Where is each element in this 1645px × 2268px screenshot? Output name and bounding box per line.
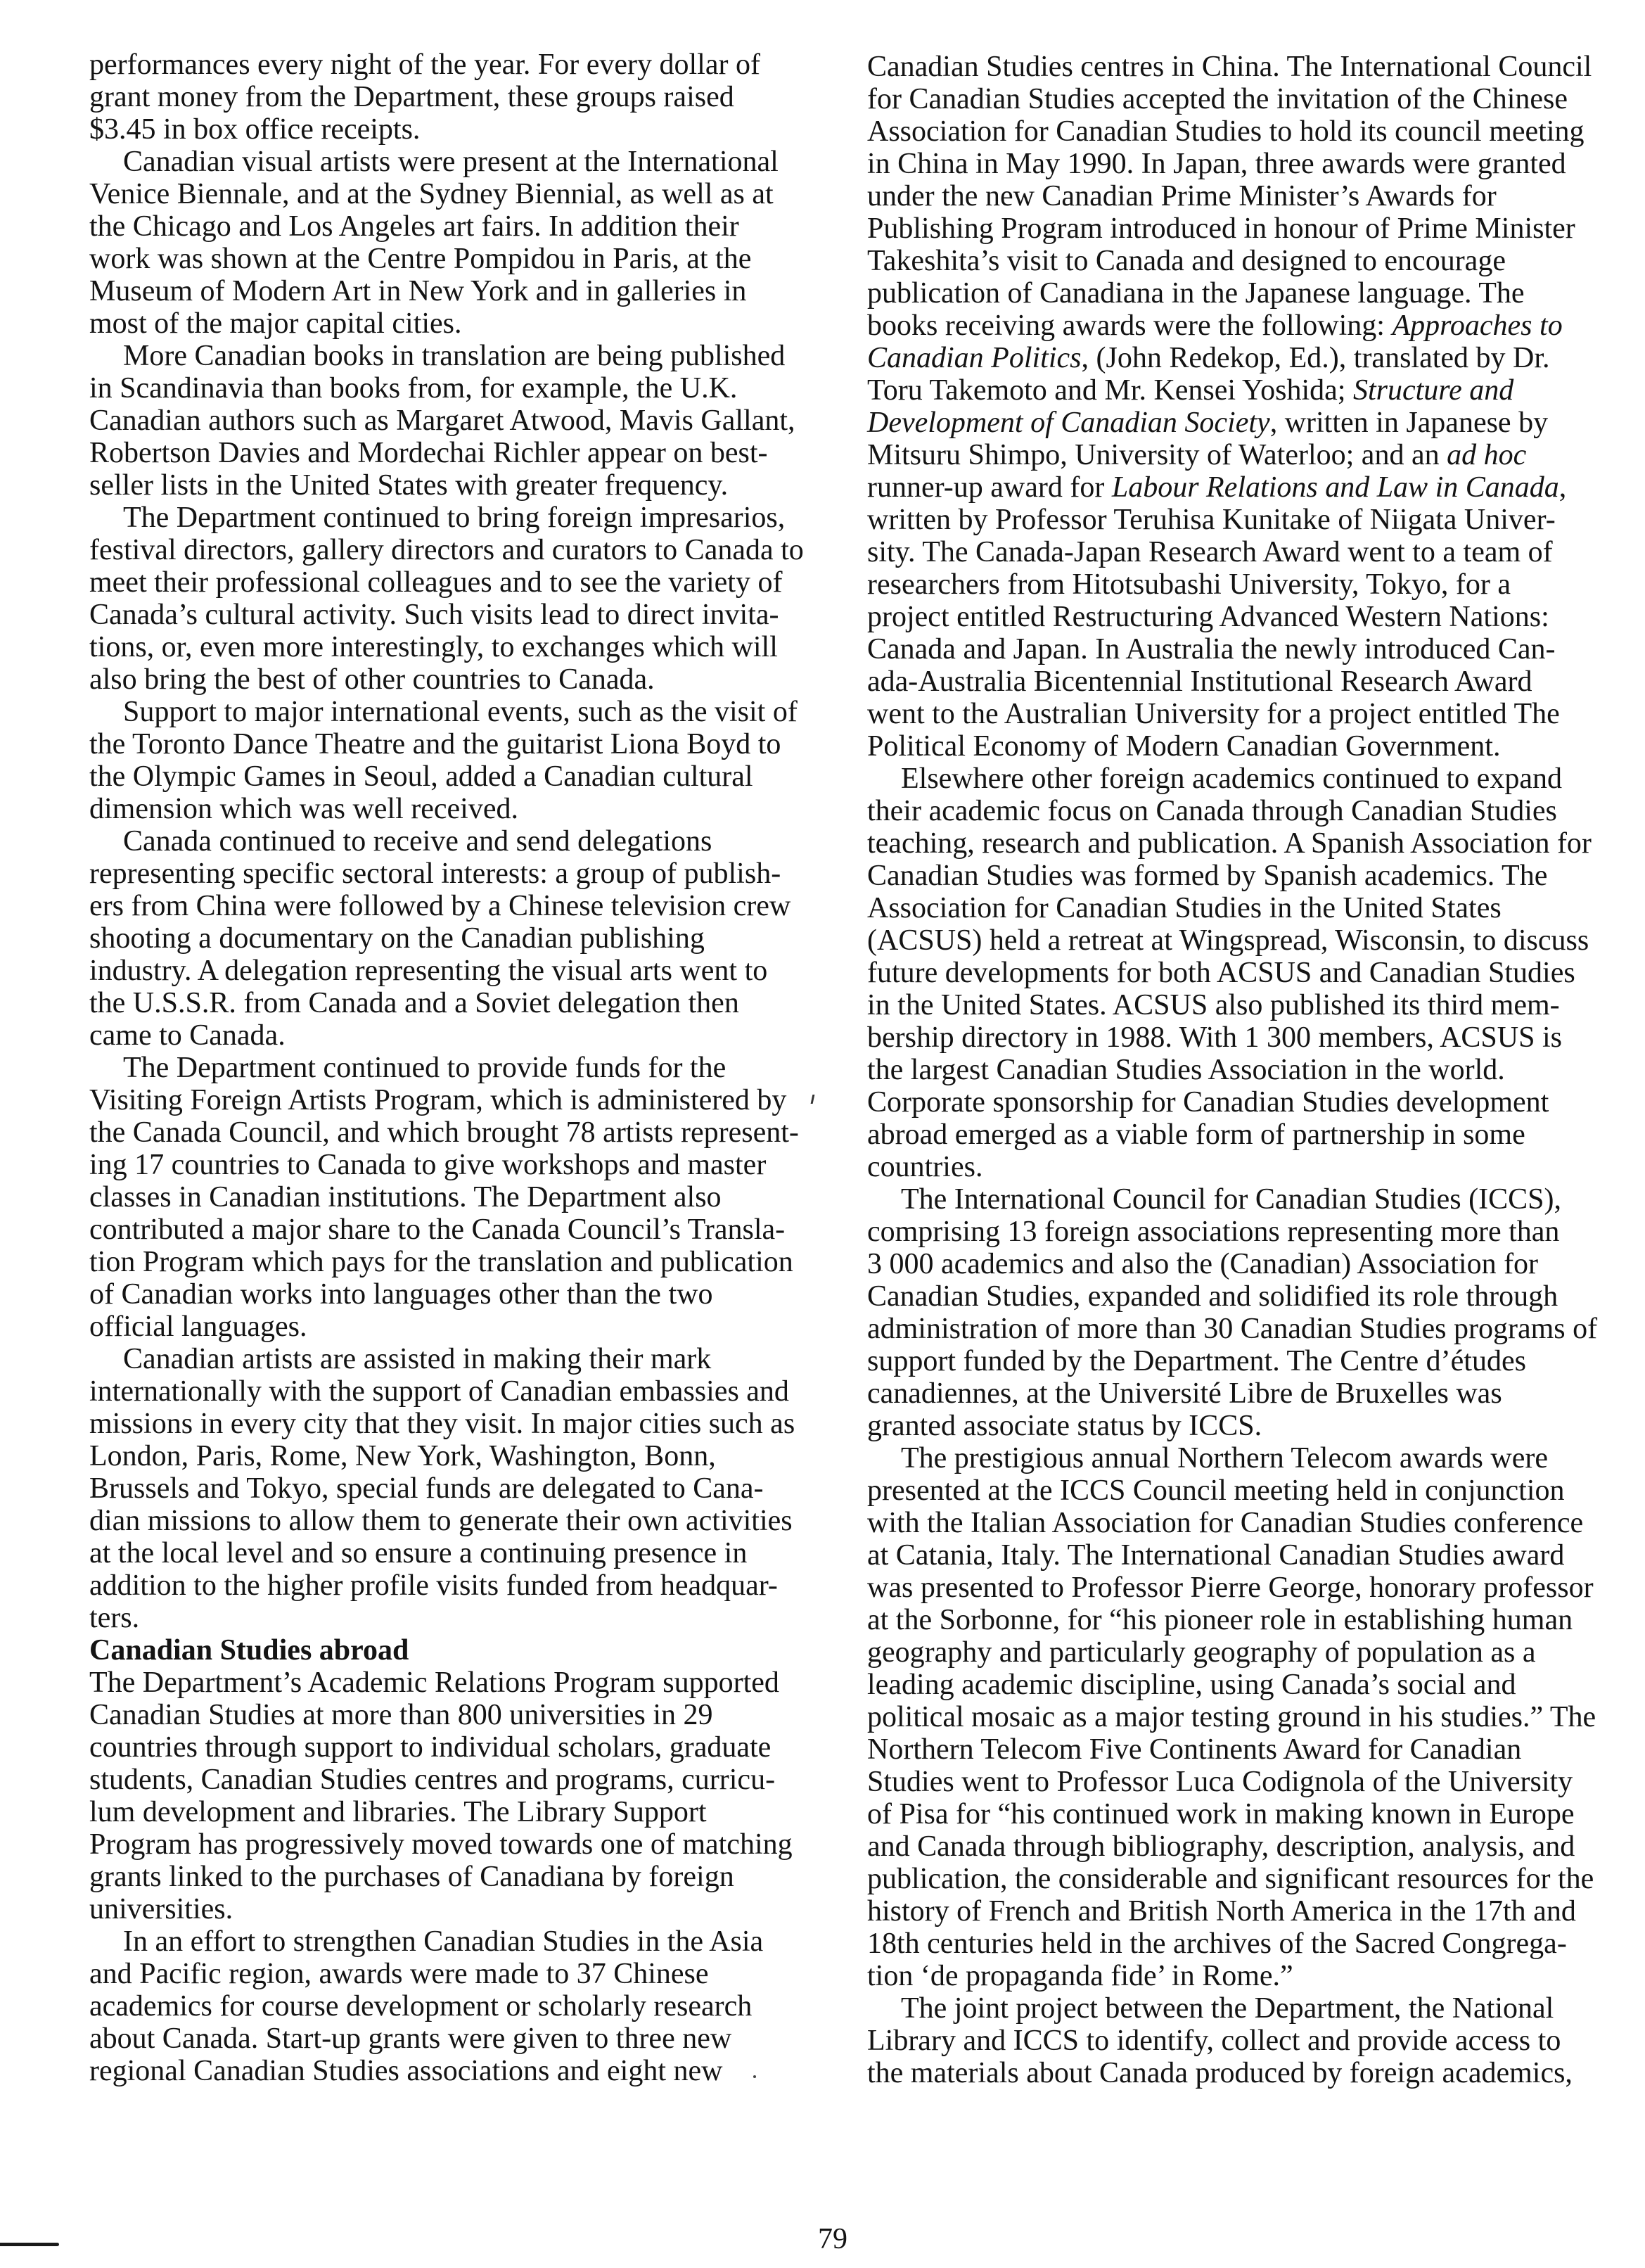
text-line: Canadian visual artists were present at the International [123,146,779,178]
text-line: support funded by the Department. The Centre d’études [867,1345,1526,1377]
text-line: ing 17 countries to Canada to give workshops and master [89,1149,767,1181]
text-line: the largest Canadian Studies Association in the world. [867,1054,1505,1086]
italic-title-text: Development of Canadian Society [867,407,1270,439]
text-line: grants linked to the purchases of Canadiana by foreign [89,1861,734,1893]
paragraph [89,1052,835,1343]
scan-dot-mark [753,2075,756,2078]
text-line: Support to major international events, such as the visit of [123,696,798,728]
text-line: industry. A delegation representing the visual arts went to [89,955,768,987]
text-line: at the local level and so ensure a continuing presence in [89,1537,748,1569]
paragraph [867,1442,1627,1992]
text-line: dimension which was well received. [89,793,518,825]
text-line: Museum of Modern Art in New York and in galleries in [89,275,747,307]
text-line: in Scandinavia than books from, for example, the U.K. [89,372,738,404]
right-text-column [867,51,1627,2089]
text-line: work was shown at the Centre Pompidou in Paris, at the [89,243,752,275]
text-line [867,407,1627,439]
text-line: their academic focus on Canada through Canadian Studies [867,795,1557,827]
text-line: The Department continued to bring foreign impresarios, [123,502,786,534]
text-line: and Pacific region, awards were made to 37 Chinese [89,1958,709,1990]
text-line: Corporate sponsorship for Canadian Studies development [867,1086,1549,1119]
italic-title-text: Canadian Politics [867,342,1082,374]
paragraph [89,1925,835,2087]
text-line: for Canadian Studies accepted the invitation of the Chinese [867,83,1568,115]
text-line [867,310,1627,342]
text-line: in the United States. ACSUS also published its third mem- [867,989,1560,1021]
text-line: London, Paris, Rome, New York, Washington, Bonn, [89,1440,716,1472]
text-line: performances every night of the year. For every dollar of [89,49,760,81]
text-line: Association for Canadian Studies in the United States [867,892,1502,924]
text-line: Canadian Studies at more than 800 universities in 29 [89,1699,713,1731]
text-line: presented at the ICCS Council meeting held in conjunction [867,1474,1565,1507]
italic-title-text: Approaches to [1392,310,1563,342]
text-line: academics for course development or scholarly research [89,1990,753,2022]
paragraph [89,825,835,1052]
text-line: bership directory in 1988. With 1 300 members, ACSUS is [867,1021,1562,1054]
text-line: missions in every city that they visit. In major cities such as [89,1408,795,1440]
paragraph [89,49,835,146]
text-line: dian missions to allow them to generate their own activities [89,1505,793,1537]
text-segment: , written in Japanese by [1269,407,1549,439]
text-line: Publishing Program introduced in honour of Prime Minister [867,212,1575,245]
text-line: and Canada through bibliography, description, analysis, and [867,1830,1575,1863]
paragraph [89,340,835,502]
text-line: publication, the considerable and significant resources for the [867,1863,1594,1895]
text-line: meet their professional colleagues and to see the variety of [89,566,783,599]
text-line: Canada and Japan. In Australia the newly introduced Can- [867,633,1556,665]
text-line: grant money from the Department, these groups raised [89,81,734,113]
left-text-column [89,49,835,2087]
text-line: universities. [89,1893,233,1925]
text-line: granted associate status by ICCS. [867,1410,1262,1442]
text-line: the U.S.S.R. from Canada and a Soviet delegation then [89,987,739,1019]
text-line [867,439,1627,471]
text-line: Library and ICCS to identify, collect and provide access to [867,2025,1561,2057]
text-line: The prestigious annual Northern Telecom awards were [901,1442,1548,1474]
page-number: 79 [818,2223,847,2255]
text-line: history of French and British North America in the 17th and [867,1895,1576,1928]
text-line: Canadian artists are assisted in making their mark [123,1343,712,1375]
text-line: classes in Canadian institutions. The Department also [89,1181,722,1213]
text-line: Robertson Davies and Mordechai Richler appear on best- [89,437,768,469]
paragraph [867,763,1627,1183]
text-line: regional Canadian Studies associations and eight new [89,2055,723,2087]
text-line: tions, or, even more interestingly, to exchanges which will [89,631,778,663]
text-line: Canadian Studies was formed by Spanish academics. The [867,860,1548,892]
italic-title-text: ad hoc [1447,439,1527,471]
text-line: The International Council for Canadian Studies (ICCS), [901,1183,1561,1216]
text-segment: runner-up award for [867,471,1112,504]
text-line: at Catania, Italy. The International Canadian Studies award [867,1539,1565,1572]
text-line: representing specific sectoral interests: a group of publish- [89,858,781,890]
text-line: ters. [89,1602,140,1634]
paragraph [867,1183,1627,1442]
text-line: The Department’s Academic Relations Program supported [89,1667,779,1699]
text-line: tion ‘de propaganda fide’ in Rome.” [867,1960,1293,1992]
paragraph [89,146,835,340]
text-line [867,374,1627,407]
text-segment: , [1558,471,1567,504]
text-line: canadiennes, at the Université Libre de Bruxelles was [867,1377,1502,1410]
text-line: official languages. [89,1311,307,1343]
text-line: Canadian authors such as Margaret Atwood, Mavis Gallant, [89,404,795,437]
text-line: internationally with the support of Canadian embassies and [89,1375,789,1408]
text-line: under the new Canadian Prime Minister’s Awards for [867,180,1497,212]
text-line: the Olympic Games in Seoul, added a Canadian cultural [89,760,753,793]
text-line: Association for Canadian Studies to hold its council meeting [867,115,1585,148]
paragraph [89,1343,835,1634]
text-line: also bring the best of other countries to Canada. [89,663,655,696]
text-line: More Canadian books in translation are being published [123,340,786,372]
text-line: the materials about Canada produced by foreign academics, [867,2057,1573,2089]
paragraph [89,696,835,825]
text-line: Visiting Foreign Artists Program, which is administered by [89,1084,787,1116]
text-line: (ACSUS) held a retreat at Wingspread, Wisconsin, to discuss [867,924,1589,957]
text-line: ada-Australia Bicentennial Institutional Research Award [867,665,1532,698]
text-line: contributed a major share to the Canada Council’s Transla- [89,1213,786,1246]
text-line: about Canada. Start-up grants were given to three new [89,2022,732,2055]
text-line: 3 000 academics and also the (Canadian) Association for [867,1248,1539,1280]
text-line: lum development and libraries. The Library Support [89,1796,707,1828]
text-line: Canada’s cultural activity. Such visits lead to direct invita- [89,599,779,631]
text-line: most of the major capital cities. [89,307,462,340]
text-line: Brussels and Tokyo, special funds are delegated to Cana- [89,1472,764,1505]
text-line: sity. The Canada-Japan Research Award went to a team of [867,536,1553,568]
text-line: Canada continued to receive and send delegations [123,825,712,858]
text-line: $3.45 in box office receipts. [89,113,421,146]
text-line: Canadian Studies, expanded and solidified its role through [867,1280,1558,1313]
text-segment: Toru Takemoto and Mr. Kensei Yoshida; [867,374,1353,407]
text-line: countries. [867,1151,983,1183]
text-line: was presented to Professor Pierre George, honorary professor [867,1572,1594,1604]
text-line: leading academic discipline, using Canada’s social and [867,1669,1516,1701]
text-line: written by Professor Teruhisa Kunitake of Niigata Univer- [867,504,1556,536]
text-line [867,342,1627,374]
paragraph [867,51,1627,763]
text-line: teaching, research and publication. A Spanish Association for [867,827,1592,860]
text-segment: , (John Redekop, Ed.), translated by Dr. [1081,342,1550,374]
text-line: comprising 13 foreign associations representing more than [867,1216,1560,1248]
text-line: In an effort to strengthen Canadian Studies in the Asia [123,1925,764,1958]
text-line: Program has progressively moved towards one of matching [89,1828,793,1861]
text-line: researchers from Hitotsubashi University, Tokyo, for a [867,568,1511,601]
text-line: at the Sorbonne, for “his pioneer role in establishing human [867,1604,1573,1636]
text-segment: Mitsuru Shimpo, University of Waterloo; and an [867,439,1447,471]
text-line: came to Canada. [89,1019,286,1052]
text-line [867,471,1627,504]
text-line: Elsewhere other foreign academics continued to expand [901,763,1562,795]
paragraph [867,1992,1627,2089]
text-line: the Canada Council, and which brought 78 artists represent- [89,1116,799,1149]
text-line: abroad emerged as a viable form of partnership in some [867,1119,1525,1151]
paragraph [89,1667,835,1925]
text-line: shooting a documentary on the Canadian publishing [89,922,705,955]
text-line: addition to the higher profile visits funded from headquar- [89,1569,778,1602]
text-line: Takeshita’s visit to Canada and designed to encourage [867,245,1506,277]
text-line: Venice Biennale, and at the Sydney Biennial, as well as at [89,178,774,210]
section-heading: Canadian Studies abroad [89,1634,409,1667]
text-segment: books receiving awards were the following: [867,310,1393,342]
text-line: of Pisa for “his continued work in making known in Europe [867,1798,1575,1830]
text-line: Political Economy of Modern Canadian Government. [867,730,1501,763]
text-line: seller lists in the United States with greater frequency. [89,469,729,502]
text-line: the Chicago and Los Angeles art fairs. In addition their [89,210,739,243]
text-line: Studies went to Professor Luca Codignola of the University [867,1766,1573,1798]
paragraph [89,502,835,696]
text-line: Northern Telecom Five Continents Award for Canadian [867,1733,1522,1766]
text-line: future developments for both ACSUS and Canadian Studies [867,957,1575,989]
text-line: the Toronto Dance Theatre and the guitarist Liona Boyd to [89,728,781,760]
text-line: went to the Australian University for a project entitled The [867,698,1560,730]
text-line: Canadian Studies centres in China. The International Council [867,51,1592,83]
text-line: The joint project between the Department, the National [901,1992,1554,2025]
text-line: geography and particularly geography of population as a [867,1636,1536,1669]
text-line: political mosaic as a major testing ground in his studies.” The [867,1701,1596,1733]
italic-title-text: Labour Relations and Law in Canada [1111,471,1559,504]
text-line: festival directors, gallery directors and curators to Canada to [89,534,804,566]
text-line: students, Canadian Studies centres and programs, curricu- [89,1764,776,1796]
text-line: administration of more than 30 Canadian Studies programs of [867,1313,1598,1345]
text-line: publication of Canadiana in the Japanese language. The [867,277,1525,310]
text-line: countries through support to individual scholars, graduate [89,1731,772,1764]
text-line: project entitled Restructuring Advanced Western Nations: [867,601,1549,633]
text-line: 18th centuries held in the archives of the Sacred Congrega- [867,1928,1567,1960]
text-line: of Canadian works into languages other than the two [89,1278,713,1311]
text-line: ers from China were followed by a Chinese television crew [89,890,791,922]
text-line: in China in May 1990. In Japan, three awards were granted [867,148,1566,180]
scan-edge-mark [0,2243,59,2246]
italic-title-text: Structure and [1352,374,1514,407]
text-line: tion Program which pays for the translation and publication [89,1246,793,1278]
text-line: The Department continued to provide funds for the [123,1052,727,1084]
text-line: with the Italian Association for Canadian Studies conference [867,1507,1584,1539]
